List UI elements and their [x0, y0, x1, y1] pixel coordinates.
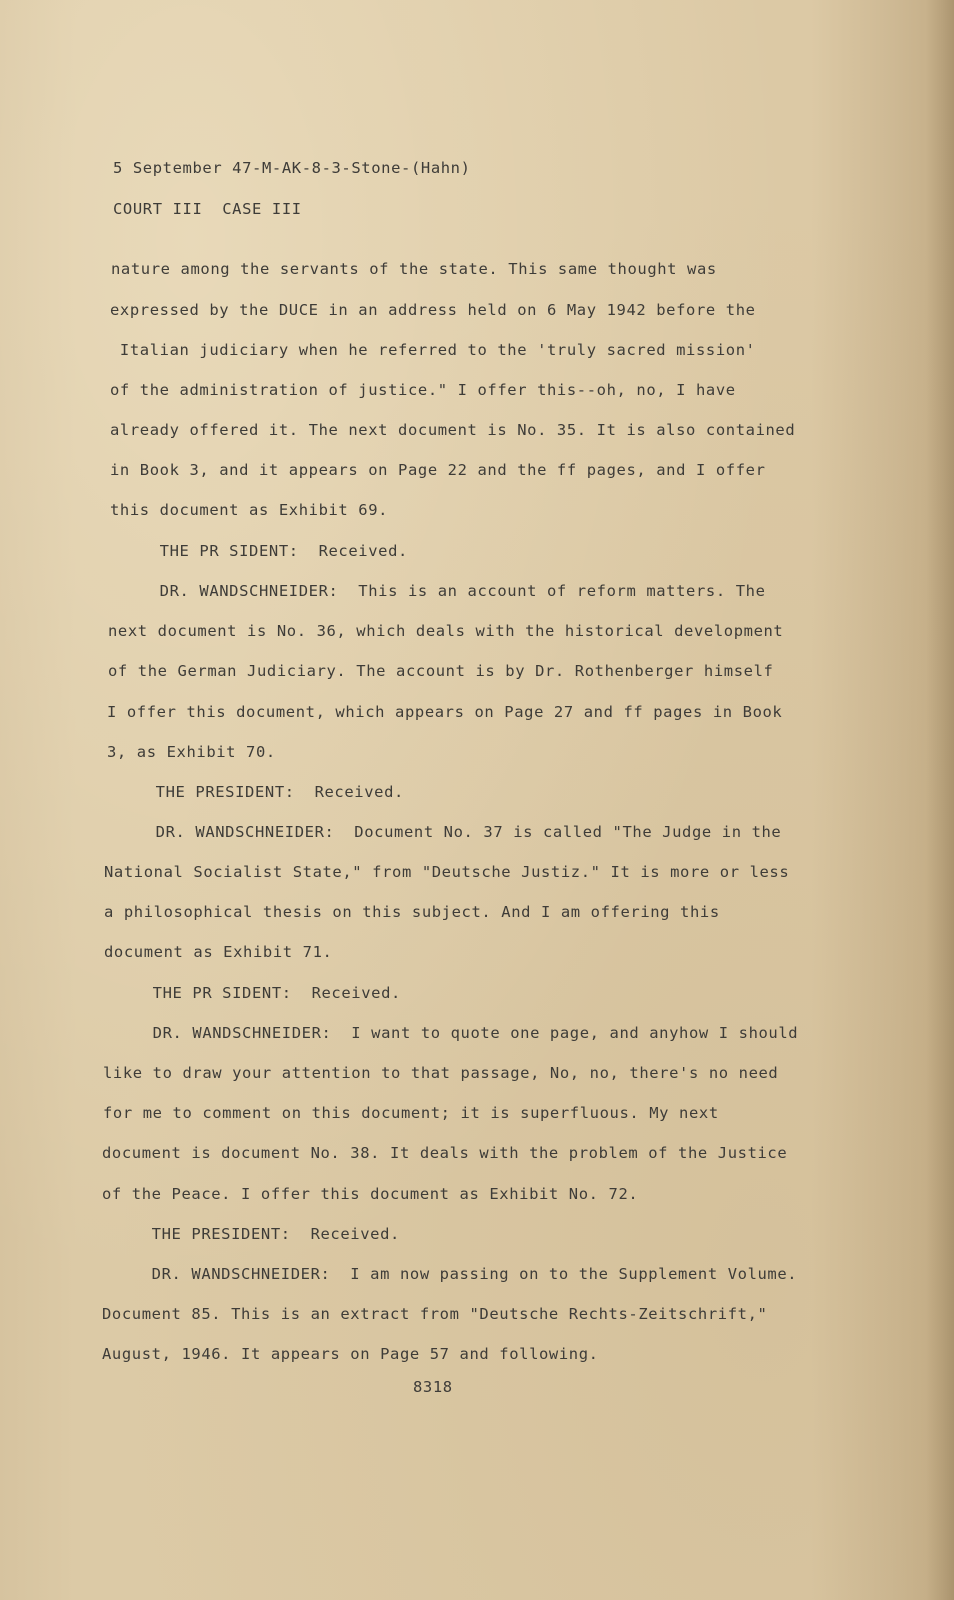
body-line-22: for me to comment on this document; it is superfluous. My next [103, 1104, 719, 1122]
body-line-15: DR. WANDSCHNEIDER: Document No. 37 is called "The Judge in the [106, 823, 782, 841]
body-line-6: in Book 3, and it appears on Page 22 and the ff pages, and I offer [110, 461, 766, 479]
body-line-21: like to draw your attention to that passage, No, no, there's no need [103, 1064, 779, 1082]
body-line-2: expressed by the DUCE in an address held on 6 May 1942 before the [110, 301, 756, 319]
header-court-line: COURT III CASE III [113, 200, 302, 218]
body-line-17: a philosophical thesis on this subject. And I am offering this [104, 903, 720, 921]
page-number: 8318 [413, 1378, 453, 1396]
body-line-3: Italian judiciary when he referred to the 'truly sacred mission' [110, 341, 756, 359]
header-docket-line: 5 September 47-M-AK-8-3-Stone-(Hahn) [113, 159, 471, 177]
body-line-28: August, 1946. It appears on Page 57 and following. [102, 1345, 599, 1363]
body-line-8: THE PR SIDENT: Received. [110, 542, 408, 560]
body-line-25: THE PRESIDENT: Received. [102, 1225, 400, 1243]
body-line-26: DR. WANDSCHNEIDER: I am now passing on to the Supplement Volume. [102, 1265, 798, 1283]
body-line-23: document is document No. 38. It deals with the problem of the Justice [102, 1144, 788, 1162]
body-line-4: of the administration of justice." I offer this--oh, no, I have [110, 381, 736, 399]
body-line-19: THE PR SIDENT: Received. [103, 984, 401, 1002]
body-line-1: nature among the servants of the state. This same thought was [111, 260, 717, 278]
page-edge-shadow [926, 0, 954, 1600]
body-line-24: of the Peace. I offer this document as Exhibit No. 72. [102, 1185, 639, 1203]
body-line-20: DR. WANDSCHNEIDER: I want to quote one page, and anyhow I should [103, 1024, 799, 1042]
body-line-11: of the German Judiciary. The account is by Dr. Rothenberger himself [108, 662, 774, 680]
body-line-9: DR. WANDSCHNEIDER: This is an account of reform matters. The [110, 582, 766, 600]
body-line-13: 3, as Exhibit 70. [107, 743, 276, 761]
body-line-27: Document 85. This is an extract from "Deutsche Rechts-Zeitschrift," [102, 1305, 768, 1323]
body-line-12: I offer this document, which appears on Page 27 and ff pages in Book [107, 703, 783, 721]
body-line-5: already offered it. The next document is No. 35. It is also contained [110, 421, 796, 439]
body-line-14: THE PRESIDENT: Received. [106, 783, 404, 801]
body-line-10: next document is No. 36, which deals with the historical development [108, 622, 784, 640]
body-line-7: this document as Exhibit 69. [110, 501, 389, 519]
body-line-16: National Socialist State," from "Deutsche Justiz." It is more or less [104, 863, 790, 881]
body-line-18: document as Exhibit 71. [104, 943, 333, 961]
